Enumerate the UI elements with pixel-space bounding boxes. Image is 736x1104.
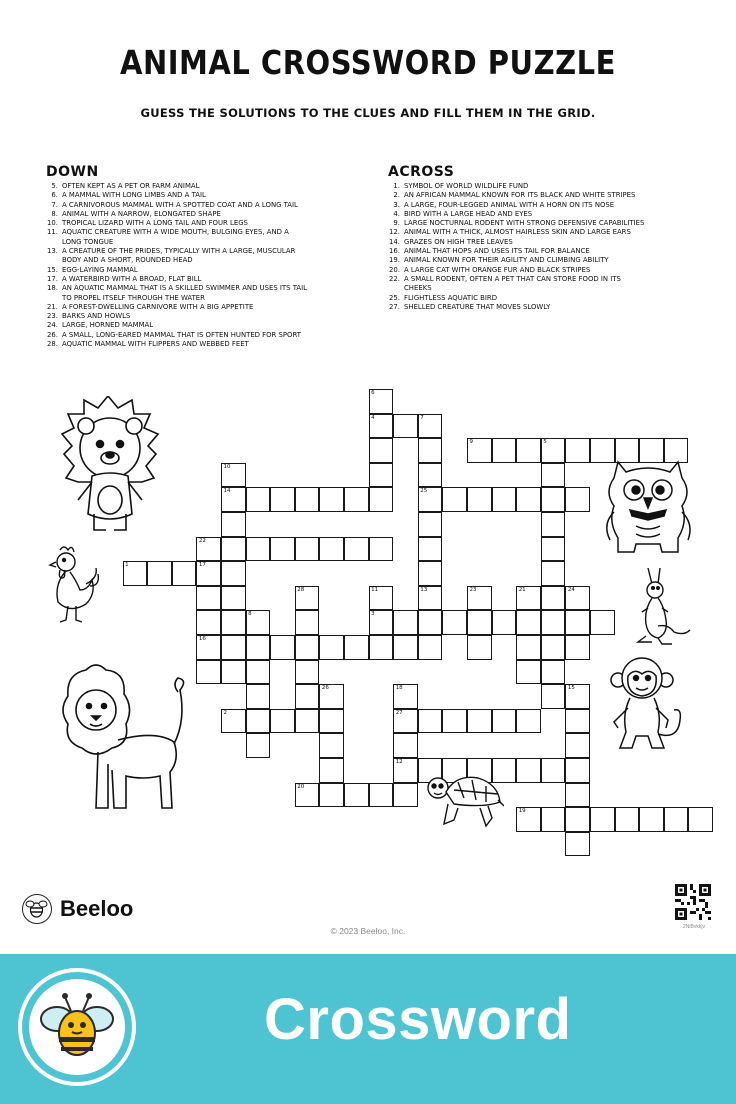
grid-cell[interactable] — [418, 487, 443, 512]
grid-cell[interactable] — [393, 783, 418, 808]
grid-cell[interactable] — [270, 635, 295, 660]
clue-text: A MAMMAL WITH LONG LIMBS AND A TAIL — [62, 191, 206, 200]
down-heading: DOWN — [46, 164, 99, 180]
grid-cell-number: 7 — [420, 414, 424, 421]
grid-cell[interactable] — [147, 561, 172, 586]
clue-number: 10. — [47, 219, 58, 228]
grid-cell[interactable] — [541, 807, 566, 832]
clue-number: 9. — [393, 219, 400, 228]
grid-cell[interactable] — [541, 758, 566, 783]
grid-cell-number: 26 — [321, 685, 329, 692]
grid-cell[interactable] — [418, 610, 443, 635]
grid-cell[interactable] — [467, 586, 492, 611]
brand-name: Beeloo — [60, 896, 134, 921]
grid-cell[interactable] — [319, 733, 344, 758]
grid-cell[interactable] — [319, 758, 344, 783]
rooster-icon — [46, 544, 100, 626]
grid-cell[interactable] — [369, 537, 394, 562]
grid-cell[interactable] — [541, 635, 566, 660]
grid-cell[interactable] — [246, 537, 271, 562]
clue-number: 13. — [47, 247, 58, 256]
grid-cell[interactable] — [492, 709, 517, 734]
clue-text: A LARGE, FOUR-LEGGED ANIMAL WITH A HORN ON ITS NOSE — [404, 200, 615, 209]
clue-number: 11. — [47, 228, 58, 237]
grid-cell-number: 1 — [125, 562, 129, 569]
grid-cell[interactable] — [196, 610, 221, 635]
grid-cell-number: 4 — [371, 414, 375, 421]
grid-cell[interactable] — [246, 610, 271, 635]
grid-cell[interactable] — [344, 635, 369, 660]
grid-cell[interactable] — [319, 537, 344, 562]
grid-cell[interactable] — [541, 537, 566, 562]
clue-text: ANIMAL THAT HOPS AND USES ITS TAIL FOR BALANCE — [404, 247, 590, 256]
grid-cell[interactable] — [541, 610, 566, 635]
grid-cell[interactable] — [541, 586, 566, 611]
clue-text: A CARNIVOROUS MAMMAL WITH A SPOTTED COAT AND A LONG TAIL — [62, 200, 298, 209]
grid-cell[interactable] — [221, 635, 246, 660]
hedgehog-icon — [58, 396, 162, 536]
grid-cell[interactable] — [541, 512, 566, 537]
grid-cell[interactable] — [565, 487, 590, 512]
grid-cell-number: 22 — [198, 537, 206, 544]
clue-number: 26. — [47, 330, 58, 339]
grid-cell[interactable] — [516, 758, 541, 783]
grid-cell[interactable] — [418, 512, 443, 537]
grid-cell[interactable] — [565, 783, 590, 808]
owl-icon — [602, 456, 694, 560]
clue-text: EGG-LAYING MAMMAL — [62, 265, 138, 274]
grid-cell[interactable] — [246, 660, 271, 685]
grid-cell[interactable] — [393, 709, 418, 734]
grid-cell[interactable] — [541, 438, 566, 463]
clue-text: A CREATURE OF THE PRIDES, TYPICALLY WITH A LARGE, MUSCULAR BODY AND A SHORT, ROUNDED HEAD — [62, 247, 296, 265]
clue-number: 3. — [393, 200, 400, 209]
grid-cell-number: 11 — [371, 586, 379, 593]
grid-cell[interactable] — [639, 807, 664, 832]
grid-cell-number: 3 — [371, 611, 375, 618]
grid-cell[interactable] — [516, 487, 541, 512]
grid-cell[interactable] — [442, 487, 467, 512]
clue-text: A LARGE CAT WITH ORANGE FUR AND BLACK STRIPES — [404, 265, 591, 274]
grid-cell[interactable] — [246, 733, 271, 758]
grid-cell-number: 2 — [223, 709, 227, 716]
grid-cell[interactable] — [221, 463, 246, 488]
grid-cell[interactable] — [295, 635, 320, 660]
grid-cell[interactable] — [246, 709, 271, 734]
grid-cell-number: 27 — [395, 709, 403, 716]
clue-text: A WATERBIRD WITH A BROAD, FLAT BILL — [62, 274, 202, 283]
grid-cell[interactable] — [565, 684, 590, 709]
grid-cell[interactable] — [221, 709, 246, 734]
lion-icon — [56, 660, 196, 818]
clue-number: 22. — [389, 274, 400, 283]
grid-cell[interactable] — [467, 438, 492, 463]
copyright-text: © 2023 Beeloo, Inc. — [330, 926, 406, 936]
grid-cell[interactable] — [565, 635, 590, 660]
clue-text: A FOREST-DWELLING CARNIVORE WITH A BIG APPETITE — [62, 302, 254, 311]
clue-text: A SMALL, LONG-EARED MAMMAL THAT IS OFTEN HUNTED FOR SPORT — [62, 330, 301, 339]
turtle-icon — [424, 768, 504, 834]
grid-cell[interactable] — [442, 709, 467, 734]
grid-cell[interactable] — [393, 684, 418, 709]
page-title: ANIMAL CROSSWORD PUZZLE — [120, 43, 616, 83]
grid-cell[interactable] — [270, 487, 295, 512]
grid-cell[interactable] — [541, 463, 566, 488]
clue-number: 15. — [47, 265, 58, 274]
grid-cell[interactable] — [615, 807, 640, 832]
grid-cell-number: 14 — [223, 488, 231, 495]
clue-number: 5. — [51, 182, 58, 190]
grid-cell[interactable] — [221, 660, 246, 685]
grid-cell[interactable] — [467, 709, 492, 734]
grid-cell[interactable] — [516, 660, 541, 685]
grid-cell-number: 23 — [469, 586, 477, 593]
grid-cell[interactable] — [393, 414, 418, 439]
grid-cell[interactable] — [319, 487, 344, 512]
grid-cell-number: 16 — [198, 636, 206, 642]
clue-number: 1. — [393, 182, 400, 190]
grid-cell[interactable] — [246, 635, 271, 660]
grid-cell[interactable] — [516, 586, 541, 611]
grid-cell[interactable] — [319, 783, 344, 808]
clue-text: LARGE, HORNED MAMMAL — [62, 321, 154, 330]
grid-cell[interactable] — [516, 807, 541, 832]
grid-cell[interactable] — [369, 783, 394, 808]
clue-number: 18. — [47, 284, 58, 293]
grid-cell[interactable] — [565, 438, 590, 463]
monkey-icon — [608, 654, 688, 754]
grid-cell[interactable] — [295, 783, 320, 808]
grid-cell[interactable] — [492, 610, 517, 635]
grid-cell-number: 28 — [297, 586, 305, 593]
clue-text: AN AQUATIC MAMMAL THAT IS A SKILLED SWIMMER AND USES ITS TAIL TO PROPEL ITSELF THROUGH THE WATER — [62, 284, 307, 302]
banner-label: Crossword — [264, 987, 572, 1052]
crossword-banner — [0, 954, 736, 1104]
grid-cell[interactable] — [123, 561, 148, 586]
clue-text: LARGE NOCTURNAL RODENT WITH STRONG DEFENSIVE CAPABILITIES — [404, 219, 645, 228]
grid-cell[interactable] — [516, 635, 541, 660]
grid-cell[interactable] — [369, 463, 394, 488]
grid-cell[interactable] — [369, 487, 394, 512]
grid-cell[interactable] — [369, 610, 394, 635]
grid-cell[interactable] — [196, 635, 221, 660]
grid-cell-number: 5 — [543, 439, 547, 446]
grid-cell[interactable] — [492, 487, 517, 512]
grid-cell[interactable] — [221, 487, 246, 512]
clue-number: 17. — [47, 274, 58, 283]
clue-number: 16. — [389, 247, 400, 256]
grid-cell[interactable] — [295, 709, 320, 734]
clue-text: BIRD WITH A LARGE HEAD AND EYES — [404, 209, 533, 218]
grid-cell[interactable] — [393, 635, 418, 660]
bee-mascot-icon — [22, 972, 132, 1082]
brand[interactable] — [22, 894, 133, 924]
clue-number: 14. — [389, 237, 400, 246]
clue-text: FLIGHTLESS AQUATIC BIRD — [404, 293, 498, 302]
grid-cell[interactable] — [418, 414, 443, 439]
grid-cell[interactable] — [319, 684, 344, 709]
grid-cell[interactable] — [221, 537, 246, 562]
qr-code-label: 2NiBvkkjv — [683, 924, 705, 930]
grid-cell[interactable] — [344, 487, 369, 512]
grid-cell-number: 8 — [248, 611, 252, 618]
grid-cell[interactable] — [418, 635, 443, 660]
grid-cell[interactable] — [295, 610, 320, 635]
grid-cell-number: 21 — [518, 586, 526, 593]
clue-number: 23. — [47, 312, 58, 321]
clue-number: 6. — [51, 191, 58, 200]
clue-text: AQUATIC CREATURE WITH A WIDE MOUTH, BULGING EYES, AND A LONG TONGUE — [62, 228, 289, 246]
grid-cell[interactable] — [565, 758, 590, 783]
clue-number: 8. — [51, 209, 58, 218]
grid-cell[interactable] — [246, 684, 271, 709]
grid-cell[interactable] — [418, 561, 443, 586]
grid-cell[interactable] — [565, 709, 590, 734]
clue-number: 20. — [389, 265, 400, 274]
grid-cell[interactable] — [541, 684, 566, 709]
grid-cell[interactable] — [295, 487, 320, 512]
grid-cell[interactable] — [565, 586, 590, 611]
clue-text: OFTEN KEPT AS A PET OR FARM ANIMAL — [62, 182, 200, 190]
grid-cell[interactable] — [516, 438, 541, 463]
clue-number: 25. — [389, 293, 400, 302]
grid-cell[interactable] — [221, 610, 246, 635]
grid-cell[interactable] — [418, 463, 443, 488]
grid-cell[interactable] — [319, 709, 344, 734]
grid-cell[interactable] — [565, 807, 590, 832]
grid-cell[interactable] — [295, 684, 320, 709]
grid-cell[interactable] — [516, 709, 541, 734]
grid-cell-number: 18 — [395, 685, 403, 692]
grid-cell[interactable] — [344, 783, 369, 808]
across-heading: ACROSS — [388, 164, 455, 180]
grid-cell[interactable] — [418, 709, 443, 734]
grid-cell[interactable] — [393, 733, 418, 758]
grid-cell[interactable] — [221, 561, 246, 586]
grid-cell[interactable] — [196, 586, 221, 611]
clue-text: GRAZES ON HIGH TREE LEAVES — [404, 237, 513, 246]
grid-cell[interactable] — [221, 586, 246, 611]
qr-code-icon[interactable] — [675, 884, 711, 920]
grid-cell[interactable] — [369, 438, 394, 463]
page-subtitle: GUESS THE SOLUTIONS TO THE CLUES AND FILL THEM IN THE GRID. — [140, 106, 596, 120]
grid-cell[interactable] — [590, 807, 615, 832]
grid-cell[interactable] — [393, 758, 418, 783]
grid-cell[interactable] — [467, 610, 492, 635]
clue-text: A SMALL RODENT, OFTEN A PET THAT CAN STORE FOOD IN ITS CHEEKS — [404, 274, 621, 293]
grid-cell-number: 9 — [469, 439, 473, 446]
grid-cell[interactable] — [590, 610, 615, 635]
grid-cell[interactable] — [541, 561, 566, 586]
clue-number: 27. — [389, 302, 400, 311]
grid-cell[interactable] — [393, 610, 418, 635]
grid-cell[interactable] — [295, 586, 320, 611]
clue-number: 19. — [389, 256, 400, 265]
grid-cell-number: 12 — [395, 759, 403, 765]
clue-number: 21. — [47, 302, 58, 311]
grid-cell[interactable] — [565, 610, 590, 635]
grid-cell[interactable] — [221, 512, 246, 537]
clue-number: 4. — [393, 209, 400, 218]
grid-cell[interactable] — [369, 389, 394, 414]
clue-text: ANIMAL KNOWN FOR THEIR AGILITY AND CLIMBING ABILITY — [404, 256, 609, 265]
clue-text: SHELLED CREATURE THAT MOVES SLOWLY — [404, 302, 551, 311]
clue-text: AN AFRICAN MAMMAL KNOWN FOR ITS BLACK AND WHITE STRIPES — [404, 191, 636, 200]
clue-text: SYMBOL OF WORLD WILDLIFE FUND — [404, 182, 529, 190]
grid-cell[interactable] — [246, 487, 271, 512]
grid-cell[interactable] — [295, 660, 320, 685]
grid-cell[interactable] — [418, 537, 443, 562]
clue-number: 2. — [393, 191, 400, 200]
grid-cell-number: 17 — [198, 562, 206, 569]
grid-cell[interactable] — [492, 438, 517, 463]
kangaroo-icon — [628, 566, 692, 646]
grid-cell[interactable] — [688, 807, 713, 832]
grid-cell-number: 24 — [567, 586, 575, 593]
grid-cell[interactable] — [516, 610, 541, 635]
grid-cell[interactable] — [344, 537, 369, 562]
grid-cell[interactable] — [369, 635, 394, 660]
clue-number: 12. — [389, 228, 400, 237]
grid-cell[interactable] — [369, 586, 394, 611]
grid-cell[interactable] — [295, 537, 320, 562]
grid-cell-number: 20 — [297, 783, 305, 790]
grid-cell[interactable] — [565, 733, 590, 758]
grid-cell-number: 19 — [518, 808, 526, 815]
grid-cell[interactable] — [196, 537, 221, 562]
clue-text: TROPICAL LIZARD WITH A LONG TAIL AND FOUR LEGS — [62, 219, 248, 228]
grid-cell[interactable] — [319, 635, 344, 660]
grid-cell[interactable] — [541, 660, 566, 685]
clue-text: ANIMAL WITH A THICK, ALMOST HAIRLESS SKIN AND LARGE EARS — [404, 228, 631, 237]
grid-cell[interactable] — [270, 537, 295, 562]
grid-cell[interactable] — [541, 487, 566, 512]
grid-cell[interactable] — [418, 438, 443, 463]
clue-text: BARKS AND HOWLS — [62, 312, 131, 321]
grid-cell-number: 13 — [420, 586, 428, 593]
grid-cell-number: 10 — [223, 463, 231, 470]
grid-cell-number: 15 — [567, 685, 575, 692]
grid-cell[interactable] — [196, 561, 221, 586]
grid-cell-number: 25 — [420, 488, 428, 495]
grid-cell[interactable] — [467, 487, 492, 512]
beeloo-logo-icon — [22, 894, 52, 924]
clue-text: ANIMAL WITH A NARROW, ELONGATED SHAPE — [62, 209, 221, 218]
clue-number: 28. — [47, 340, 58, 349]
grid-cell[interactable] — [172, 561, 197, 586]
grid-cell[interactable] — [565, 832, 590, 857]
grid-cell[interactable] — [418, 586, 443, 611]
grid-cell-number: 6 — [371, 390, 375, 396]
grid-cell[interactable] — [270, 709, 295, 734]
grid-cell[interactable] — [369, 414, 394, 439]
clue-number: 24. — [47, 321, 58, 330]
grid-cell[interactable] — [442, 610, 467, 635]
grid-cell[interactable] — [467, 635, 492, 660]
clue-text: AQUATIC MAMMAL WITH FLIPPERS AND WEBBED FEET — [62, 340, 249, 349]
grid-cell[interactable] — [196, 660, 221, 685]
clue-number: 7. — [51, 200, 58, 209]
grid-cell[interactable] — [664, 807, 689, 832]
